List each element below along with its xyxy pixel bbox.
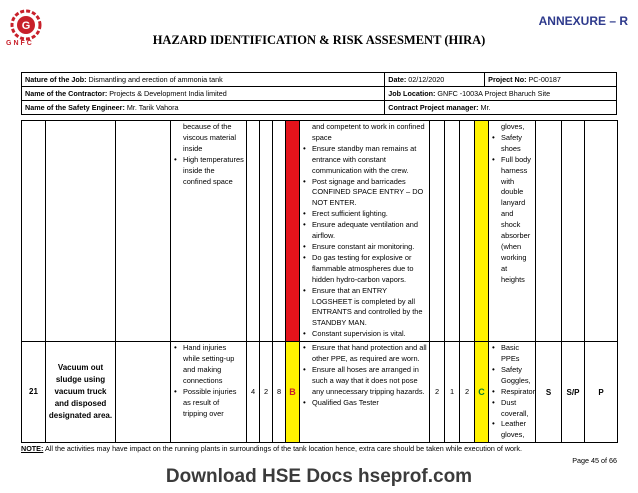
control-item: • Ensure that an ENTRY LOGSHEET is completed by all ENTRANTS and controlled by the STANDBY MAN. [310, 286, 427, 330]
location-cell: Job Location: GNFC -1003A Project Bharuch Site [385, 87, 617, 101]
hazard-cell [171, 342, 247, 443]
control-item: • Ensure all hoses are arranged in such a way that it does not pose any unnecessary tripping hazards. [310, 365, 427, 398]
status-cell: P [585, 342, 618, 443]
severity-cell [260, 121, 273, 342]
residual-level-cell [475, 121, 489, 342]
safety-engineer-cell: Name of the Safety Engineer: Mr. Tarik Vahora [22, 101, 385, 115]
ppe-item: • Full body harness with double lanyard and shock absorber (when working at heights [499, 155, 533, 286]
activity-cell [46, 121, 116, 342]
ppe-cell [489, 121, 536, 342]
logo-text: GNFC [6, 40, 34, 47]
probability-cell [247, 121, 260, 342]
serial-number-cell [22, 121, 46, 342]
hazard-item: • Possible injuries as result of tripping over [181, 387, 244, 420]
activity-cell: Vacuum out sludge using vacuum truck and disposed designated area. [46, 342, 116, 443]
hira-table [21, 120, 618, 443]
project-manager-cell: Contract Project manager: Mr. [385, 101, 617, 115]
contractor-cell: Name of the Contractor: Projects & Development India limited [22, 87, 385, 101]
hazard-cell [171, 121, 247, 342]
supervision-cell: S/P [562, 342, 585, 443]
control-item: • Post signage and barricades CONFINED SPACE ENTRY – DO NOT ENTER. [310, 177, 427, 210]
ppe-item: gloves, [501, 122, 525, 131]
control-item: • Erect sufficient lighting. [310, 209, 427, 220]
control-measures-cell [300, 121, 430, 342]
ppe-item: • Safety shoes [499, 133, 533, 155]
control-item: • Ensure adequate ventilation and airflow. [310, 220, 427, 242]
responsibility-cell [536, 121, 562, 342]
residual-score-cell: 2 [460, 342, 475, 443]
responsibility-cell: S [536, 342, 562, 443]
residual-probability-cell: 2 [430, 342, 445, 443]
hazard-item: because of the viscous material inside [183, 122, 236, 153]
svg-text:G: G [21, 20, 31, 32]
control-item: • Qualified Gas Tester [310, 398, 427, 409]
hazard-item: • Hand injuries while setting-up and making connections [181, 343, 244, 387]
control-item: • Do gas testing for explosive or flammable atmospheres due to hidden hydro-carbon vapors. [310, 253, 427, 286]
control-measures-cell [300, 342, 430, 443]
aspect-cell [116, 121, 171, 342]
risk-level-cell [286, 121, 300, 342]
download-banner[interactable]: Download HSE Docs hseprof.com [165, 466, 473, 487]
hazard-item: • High temperatures inside the confined space [181, 155, 244, 188]
annexure-label: ANNEXURE – R [538, 14, 628, 28]
risk-level-cell: B [286, 342, 300, 443]
job-nature-cell: Nature of the Job: Dismantling and erection of ammonia tank [22, 73, 385, 87]
probability-cell: 4 [247, 342, 260, 443]
serial-number-cell: 21 [22, 342, 46, 443]
ppe-item: • Safety Goggles, [499, 365, 533, 387]
page-title: HAZARD IDENTIFICATION & RISK ASSESMENT (HIRA) [152, 33, 486, 47]
residual-level-cell: C [475, 342, 489, 443]
job-info-table [21, 72, 617, 115]
severity-cell: 2 [260, 342, 273, 443]
ppe-item: • Basic PPEs [499, 343, 533, 365]
table-row [22, 121, 618, 342]
control-item: • Ensure that hand protection and all other PPE, as required are worn. [310, 343, 427, 365]
risk-score-cell [273, 121, 286, 342]
aspect-cell [116, 342, 171, 443]
footer-note: NOTE: All the activities may have impact on the running plants in surroundings of the tank location hence, extra care should be taken while execution of work. [21, 444, 523, 453]
control-item: and competent to work in confined space [312, 122, 425, 142]
residual-severity-cell [445, 121, 460, 342]
residual-probability-cell [430, 121, 445, 342]
risk-score-cell: 8 [273, 342, 286, 443]
control-item: • Ensure constant air monitoring. [310, 242, 427, 253]
date-cell: Date: 02/12/2020 [385, 73, 485, 87]
residual-severity-cell: 1 [445, 342, 460, 443]
project-no-cell: Project No: PC-00187 [485, 73, 617, 87]
supervision-cell [562, 121, 585, 342]
control-item: • Constant supervision is vital. [310, 329, 427, 340]
ppe-cell [489, 342, 536, 443]
page-number: Page 45 of 66 [572, 456, 617, 465]
control-item: • Ensure standby man remains at entrance with constant communication with the crew. [310, 144, 427, 177]
status-cell [585, 121, 618, 342]
ppe-item: • Respirator [499, 387, 533, 398]
ppe-item: • Leather gloves, [499, 419, 533, 441]
table-row [22, 342, 618, 443]
ppe-item: • Dust coverall, [499, 398, 533, 420]
residual-score-cell [460, 121, 475, 342]
